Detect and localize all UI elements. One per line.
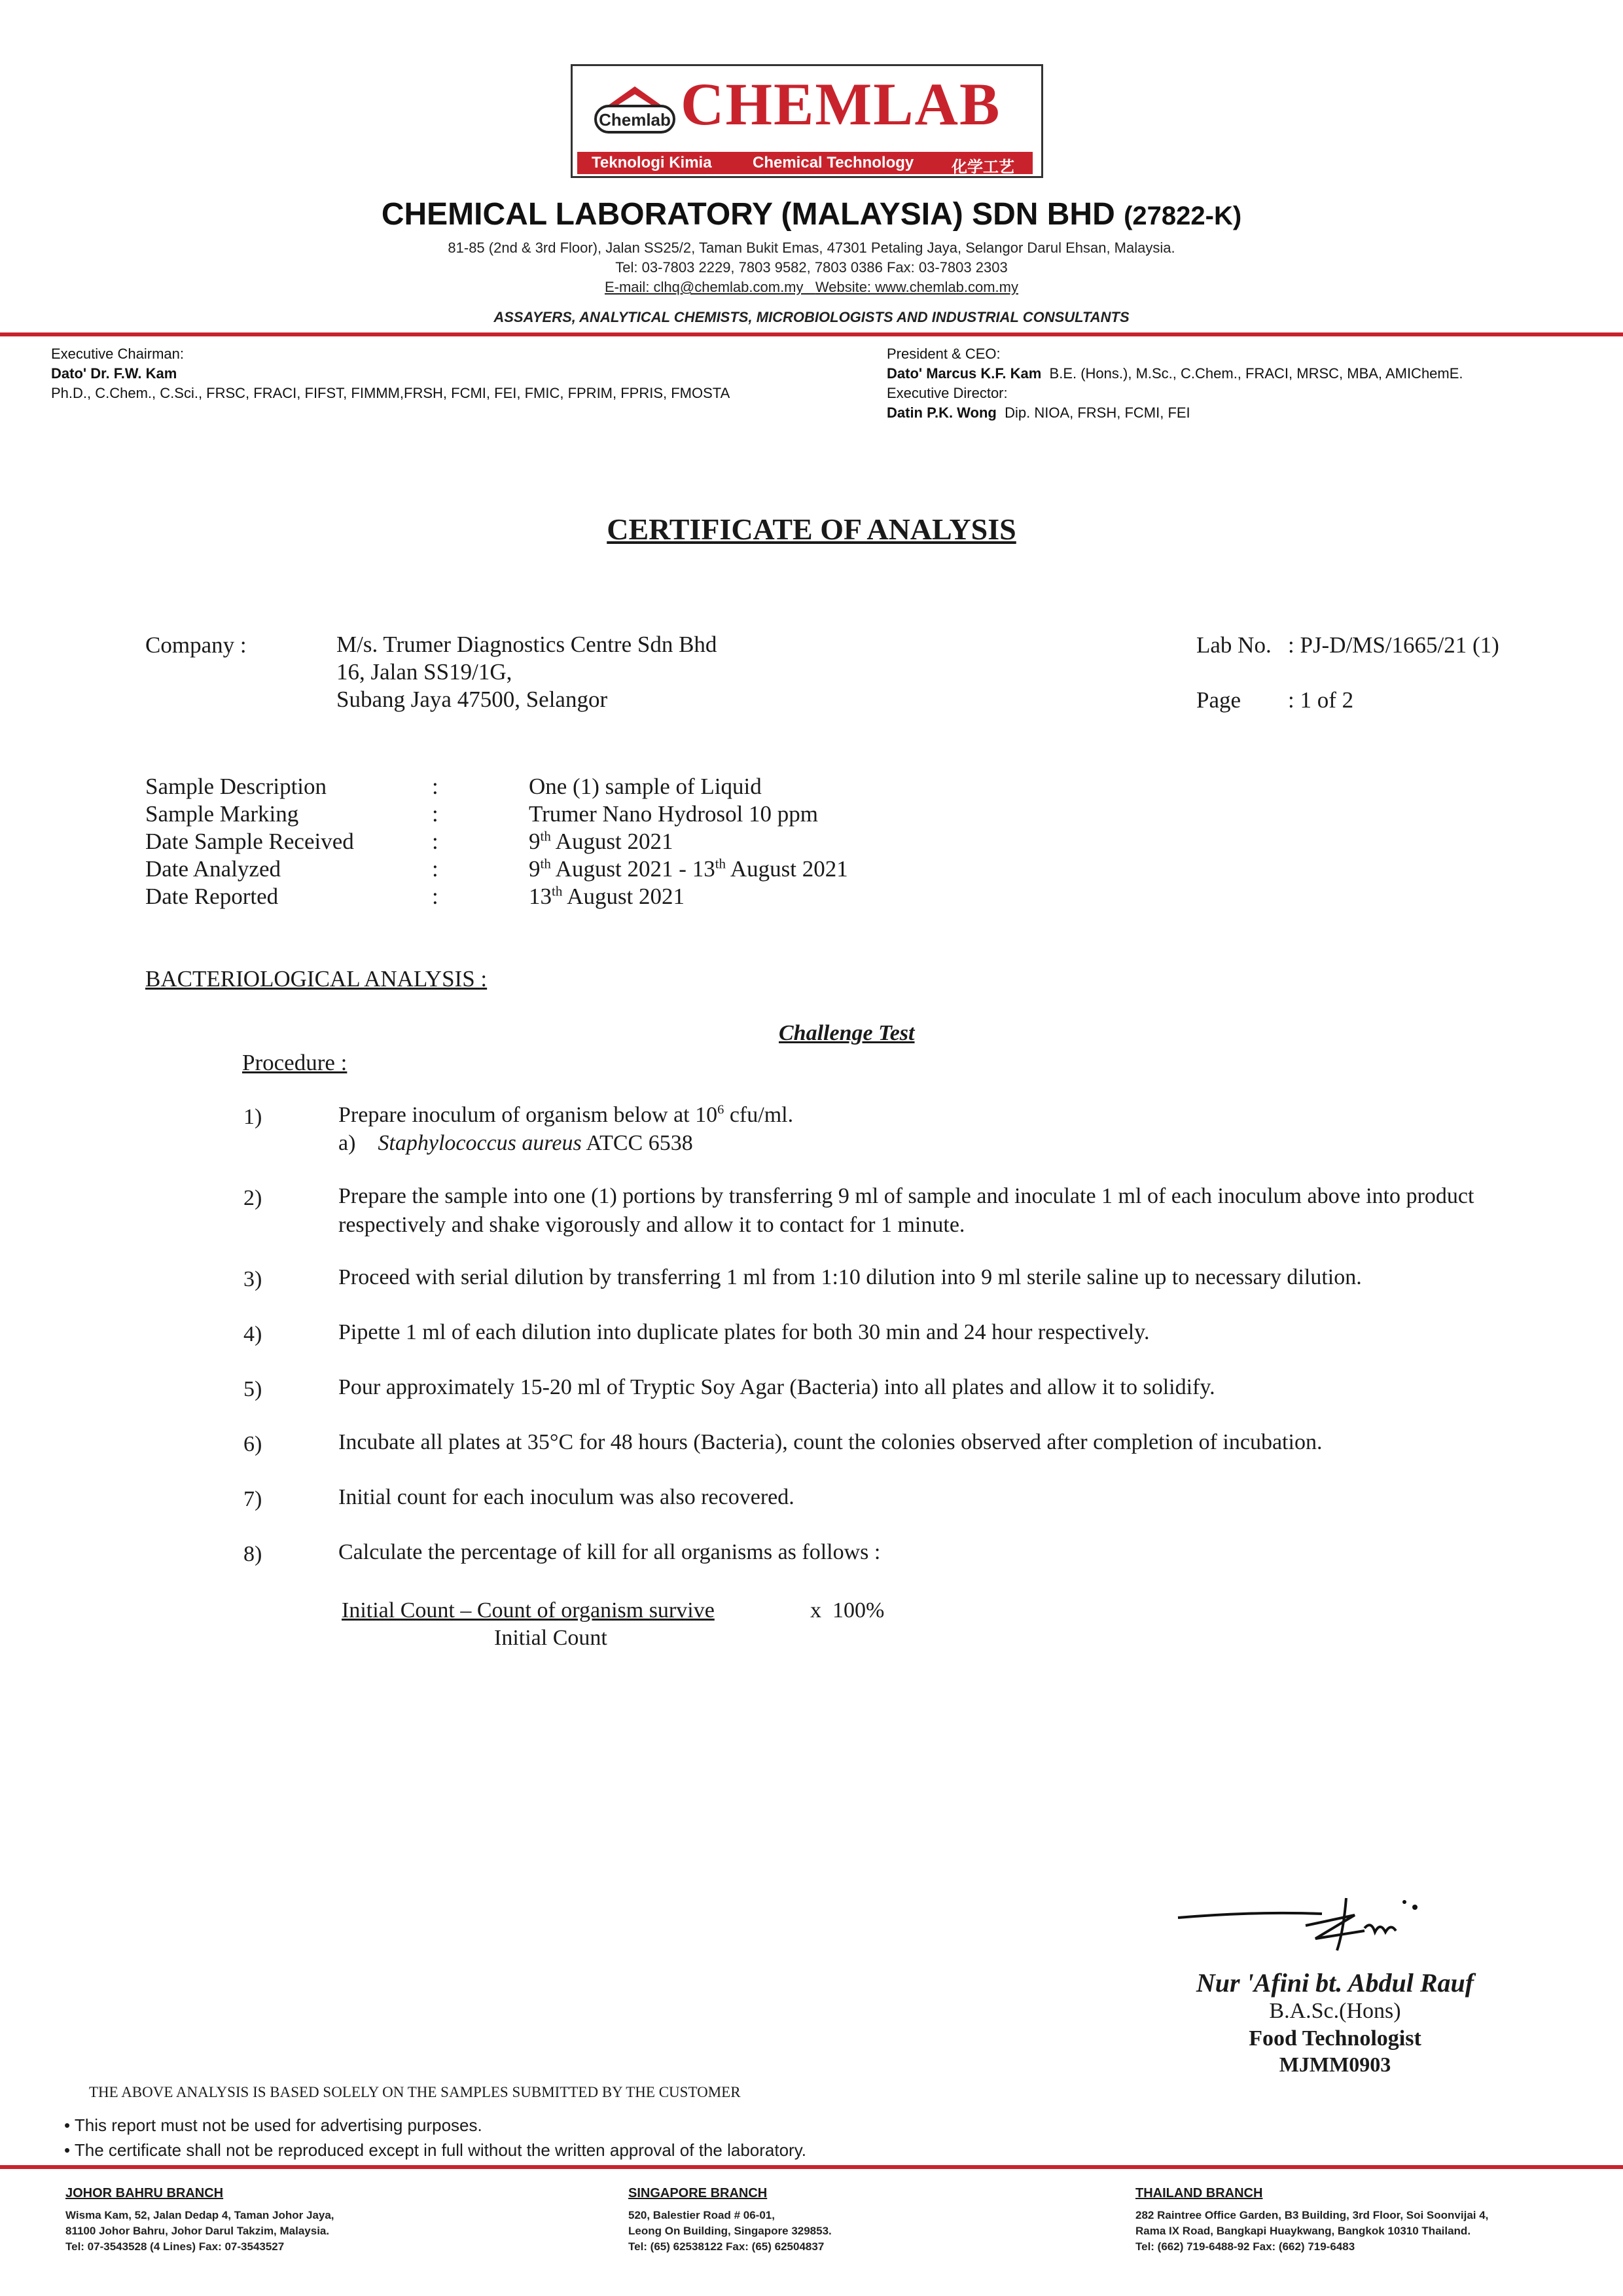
page-label: Page	[1196, 687, 1241, 713]
signatory-name: Nur 'Afini bt. Abdul Rauf	[1196, 1968, 1474, 1998]
branch-singapore	[628, 2186, 1086, 2255]
procedure-label: Procedure :	[242, 1050, 348, 1075]
client-street: 16, Jalan SS19/1G,	[336, 659, 512, 685]
emblem-text: Chemlab	[599, 110, 671, 130]
client-address	[336, 631, 717, 713]
chairman-role: Executive Chairman:	[51, 346, 184, 362]
chairman-quals: Ph.D., C.Chem., C.Sci., FRSC, FRACI, FIFST, FIMMM,FRSH, FCMI, FEI, FMIC, FPRIM, FPRIS, FMOSTA	[51, 385, 730, 401]
director-quals: Dip. NIOA, FRSH, FCMI, FEI	[1005, 404, 1190, 421]
footer-divider	[0, 2165, 1623, 2169]
signature-mark-icon	[1175, 1892, 1489, 1964]
detail-label: Date Reported	[145, 884, 279, 909]
detail-colon: :	[432, 801, 438, 827]
detail-label: Sample Description	[145, 774, 327, 799]
branch-line: Leong On Building, Singapore 329853.	[628, 2225, 832, 2237]
branch-thailand	[1135, 2186, 1613, 2255]
detail-colon: :	[432, 884, 438, 909]
signatory-degree: B.A.Sc.(Hons)	[1269, 1999, 1401, 2023]
branch-line: Tel: (65) 62538122 Fax: (65) 62504837	[628, 2240, 825, 2253]
step-number: 1)	[243, 1105, 262, 1129]
ceo-name: Dato' Marcus K.F. Kam	[887, 365, 1042, 382]
company-name	[0, 196, 1623, 232]
company-address: 81-85 (2nd & 3rd Floor), Jalan SS25/2, Taman Bukit Emas, 47301 Petaling Jaya, Selangor Darul Ehsan, Malaysia.	[448, 240, 1175, 256]
company-tel: Tel: 03-7803 2229, 7803 9582, 7803 0386 Fax: 03-7803 2303	[615, 259, 1008, 276]
band-text-english: Chemical Technology	[753, 154, 914, 171]
company-contact	[0, 279, 1623, 296]
management-right	[887, 344, 1613, 423]
company-reg-no: (27822-K)	[1124, 202, 1242, 230]
step-text: Calculate the percentage of kill for all organisms as follows :	[338, 1540, 881, 1564]
branch-line: 81100 Johor Bahru, Johor Darul Takzim, Malaysia.	[65, 2225, 330, 2237]
step-text: Prepare inoculum of organism below at $10^6$ cfu/ml.	[338, 1102, 794, 1127]
branch-title: THAILAND BRANCH	[1135, 2186, 1263, 2200]
client-name: M/s. Trumer Diagnostics Centre Sdn Bhd	[336, 632, 717, 657]
company-name-text: CHEMICAL LABORATORY (MALAYSIA) SDN BHD	[381, 197, 1115, 232]
detail-colon: :	[432, 774, 438, 799]
director-role: Executive Director:	[887, 385, 1008, 401]
step-number: 3)	[243, 1267, 262, 1291]
chairman-name: Dato' Dr. F.W. Kam	[51, 365, 177, 382]
branch-line: Wisma Kam, 52, Jalan Dedap 4, Taman Johor Jaya,	[65, 2209, 334, 2221]
lab-no-value: : PJ-D/MS/1665/21 (1)	[1288, 632, 1499, 658]
company-tagline: ASSAYERS, ANALYTICAL CHEMISTS, MICROBIOLOGISTS AND INDUSTRIAL CONSULTANTS	[493, 309, 1130, 325]
formula-numerator: Initial Count – Count of organism survive	[342, 1598, 715, 1623]
client-city: Subang Jaya 47500, Selangor	[336, 687, 608, 712]
header-divider	[0, 332, 1623, 336]
organism-strain: ATCC 6538	[586, 1131, 693, 1155]
step-number: 8)	[243, 1542, 262, 1566]
step-text: Incubate all plates at 35°C for 48 hours (Bacteria), count the colonies observed after completion of incubation.	[338, 1430, 1323, 1454]
detail-value: 13th August 2021	[529, 883, 685, 909]
section-title: BACTERIOLOGICAL ANALYSIS :	[145, 966, 488, 992]
detail-label: Date Sample Received	[145, 829, 354, 854]
step-text: Initial count for each inoculum was also recovered.	[338, 1485, 794, 1509]
director-name: Datin P.K. Wong	[887, 404, 997, 421]
band-text-malay: Teknologi Kimia	[592, 154, 712, 171]
step-text: Pour approximately 15-20 ml of Tryptic Soy Agar (Bacteria) into all plates and allow it to solidify.	[338, 1375, 1215, 1399]
branch-line: 282 Raintree Office Garden, B3 Building, 3rd Floor, Soi Soonvijai 4,	[1135, 2209, 1489, 2221]
branch-line: Rama IX Road, Bangkapi Huaykwang, Bangkok 10310 Thailand.	[1135, 2225, 1471, 2237]
ceo-role: President & CEO:	[887, 346, 1001, 362]
signatory-reg: MJMM0903	[1279, 2053, 1391, 2076]
company-email-link[interactable]: E-mail: clhq@chemlab.com.my	[604, 279, 804, 295]
branch-title: SINGAPORE BRANCH	[628, 2186, 768, 2200]
branch-title: JOHOR BAHRU BRANCH	[65, 2186, 224, 2200]
signatory-title: Food Technologist	[1249, 2026, 1421, 2051]
detail-value: 9th August 2021 - 13th August 2021	[529, 855, 848, 882]
step-text: Proceed with serial dilution by transferring 1 ml from 1:10 dilution into 9 ml sterile saline up to necessary dilution.	[338, 1265, 1362, 1289]
page-value: : 1 of 2	[1288, 687, 1354, 713]
test-title: Challenge Test	[779, 1021, 915, 1045]
certificate-title: CERTIFICATE OF ANALYSIS	[607, 512, 1016, 546]
organism-line	[338, 1131, 693, 1156]
step-number: 2)	[243, 1186, 262, 1210]
branch-line: 520, Balestier Road # 06-01,	[628, 2209, 775, 2221]
note-reproduction: • The certificate shall not be reproduced except in full without the written approval of the laboratory.	[64, 2140, 806, 2160]
step-number: 6)	[243, 1432, 262, 1456]
detail-value: Trumer Nano Hydrosol 10 ppm	[529, 801, 819, 827]
chemlab-emblem-logo	[589, 77, 681, 143]
analysis-basis-note: THE ABOVE ANALYSIS IS BASED SOLELY ON THE SAMPLES SUBMITTED BY THE CUSTOMER	[89, 2084, 741, 2100]
step-number: 5)	[243, 1377, 262, 1401]
detail-colon: :	[432, 856, 438, 882]
detail-value: 9th August 2021	[529, 828, 673, 854]
detail-label: Sample Marking	[145, 801, 299, 827]
step-text: Prepare the sample into one (1) portions by transferring 9 ml of sample and inoculate 1 ml of each inoculum above into product respectively and shake vigorously and allow it to contact for 1 minute.	[338, 1184, 1474, 1237]
formula-denominator: Initial Count	[494, 1626, 607, 1650]
lab-no-label: Lab No.	[1196, 632, 1272, 658]
company-label: Company :	[145, 632, 247, 658]
detail-colon: :	[432, 829, 438, 854]
band-text-chinese: 化学工艺	[952, 158, 1014, 176]
detail-value: One (1) sample of Liquid	[529, 774, 762, 799]
detail-label: Date Analyzed	[145, 856, 281, 882]
organism-name: Staphylococcus aureus	[378, 1131, 582, 1155]
branch-line: Tel: 07-3543528 (4 Lines) Fax: 07-3543527	[65, 2240, 285, 2253]
note-advertising: • This report must not be used for advertising purposes.	[64, 2115, 482, 2135]
logo-band	[577, 152, 1033, 174]
step-number: 4)	[243, 1322, 262, 1346]
branch-johor	[65, 2186, 576, 2255]
logo-wordmark: CHEMLAB	[681, 71, 1001, 137]
organism-label: a)	[338, 1131, 356, 1155]
step-number: 7)	[243, 1487, 262, 1511]
formula-multiplier: x 100%	[810, 1598, 885, 1623]
management-left	[51, 344, 836, 403]
ceo-quals: B.E. (Hons.), M.Sc., C.Chem., FRACI, MRSC, MBA, AMIChemE.	[1049, 365, 1463, 382]
step-text: Pipette 1 ml of each dilution into duplicate plates for both 30 min and 24 hour respectively.	[338, 1320, 1150, 1344]
branch-line: Tel: (662) 719-6488-92 Fax: (662) 719-6483	[1135, 2240, 1355, 2253]
company-website-link[interactable]: Website: www.chemlab.com.my	[815, 279, 1018, 295]
